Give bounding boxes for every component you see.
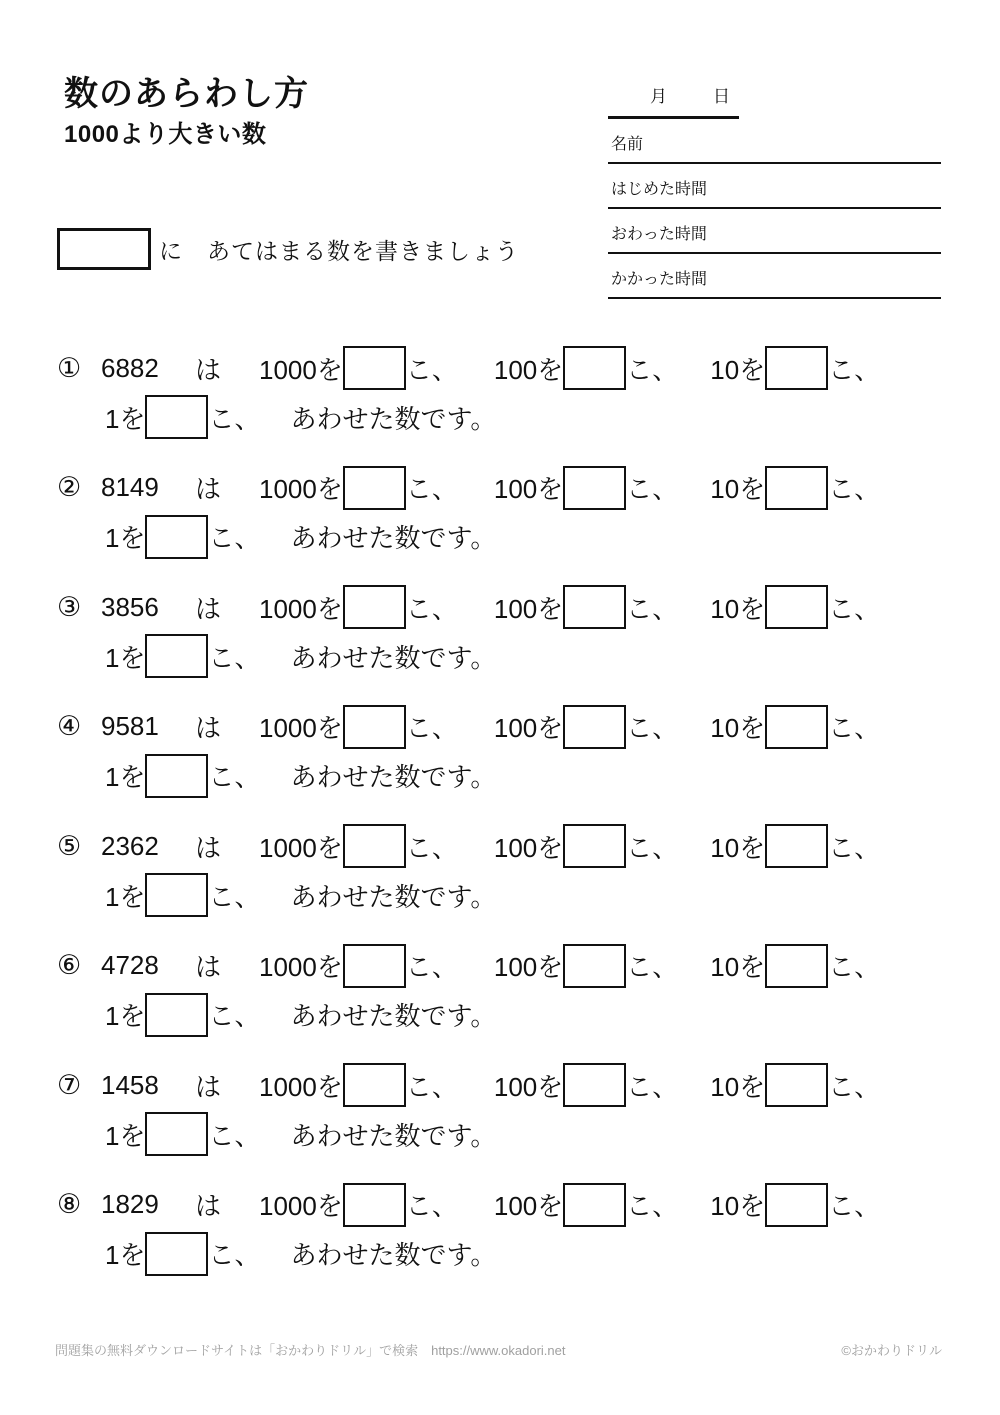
answer-box-thousands[interactable] bbox=[343, 466, 406, 510]
problem-line-2 bbox=[105, 512, 880, 562]
answer-box-hundreds[interactable] bbox=[563, 346, 626, 390]
answer-box-tens[interactable] bbox=[765, 705, 828, 749]
counter-label: こ、 bbox=[828, 713, 881, 743]
problem-number: 2362 bbox=[101, 830, 159, 861]
counter-label: こ、 bbox=[405, 593, 458, 624]
tens-label: 10を bbox=[710, 1071, 766, 1102]
answer-box-thousands[interactable] bbox=[343, 585, 406, 629]
answer-box-ones[interactable] bbox=[145, 1112, 208, 1156]
counter-label: こ、 bbox=[626, 1071, 679, 1102]
problem-number: 4728 bbox=[101, 950, 159, 980]
problem-row bbox=[57, 703, 880, 823]
thousands-label: 1000を bbox=[259, 832, 343, 863]
problem-line-1 bbox=[57, 464, 880, 512]
answer-box-ones[interactable] bbox=[145, 634, 208, 678]
tens-label: 10を bbox=[710, 593, 766, 624]
problem-line-2 bbox=[105, 1229, 880, 1279]
problem-line-2 bbox=[105, 751, 880, 801]
combined-number-text: あわせた数です。 bbox=[290, 403, 497, 434]
answer-box-ones[interactable] bbox=[145, 993, 208, 1037]
answer-box-tens[interactable] bbox=[765, 824, 828, 868]
thousands-label: 1000を bbox=[259, 474, 343, 504]
counter-label: こ、 bbox=[208, 1240, 261, 1270]
counter-label: こ、 bbox=[828, 952, 881, 982]
answer-box-hundreds[interactable] bbox=[563, 944, 626, 988]
combined-number-text: あわせた数です。 bbox=[290, 881, 497, 912]
thousands-label: 1000を bbox=[259, 1071, 343, 1102]
ones-label: 1を bbox=[105, 881, 146, 912]
answer-box-ones[interactable] bbox=[145, 515, 208, 559]
answer-box-tens[interactable] bbox=[765, 1183, 828, 1227]
problem-line-1 bbox=[57, 344, 880, 392]
thousands-label: 1000を bbox=[259, 1191, 343, 1221]
ones-label: 1を bbox=[105, 762, 146, 792]
problem-line-2 bbox=[105, 870, 880, 920]
answer-box-thousands[interactable] bbox=[343, 824, 406, 868]
ones-label: 1を bbox=[105, 523, 146, 553]
start-time-label: はじめた時間 bbox=[611, 181, 708, 198]
page-subtitle: 1000より大きい数 bbox=[64, 121, 267, 148]
hundreds-label: 100を bbox=[493, 1191, 564, 1221]
counter-label: こ、 bbox=[828, 832, 881, 863]
hundreds-label: 100を bbox=[493, 952, 564, 982]
answer-box-tens[interactable] bbox=[765, 944, 828, 988]
counter-label: こ、 bbox=[828, 1071, 881, 1102]
instruction-row bbox=[57, 228, 519, 270]
problem-row bbox=[57, 1061, 880, 1181]
day-label: 日 bbox=[713, 87, 730, 106]
answer-box-tens[interactable] bbox=[765, 585, 828, 629]
ones-label: 1を bbox=[105, 642, 146, 673]
particle-wa-label: は bbox=[195, 713, 222, 743]
answer-box-hundreds[interactable] bbox=[563, 466, 626, 510]
tens-label: 10を bbox=[710, 474, 766, 504]
problem-index: ⑧ bbox=[57, 1189, 82, 1219]
counter-label: こ、 bbox=[208, 1001, 261, 1031]
counter-label: こ、 bbox=[405, 713, 458, 743]
hundreds-label: 100を bbox=[493, 1071, 564, 1102]
problem-number: 6882 bbox=[101, 352, 159, 383]
problem-line-2 bbox=[105, 990, 880, 1040]
ones-label: 1を bbox=[105, 403, 146, 434]
answer-box-thousands[interactable] bbox=[343, 346, 406, 390]
combined-number-text: あわせた数です。 bbox=[290, 523, 497, 553]
counter-label: こ、 bbox=[208, 762, 261, 792]
elapsed-time-field[interactable] bbox=[608, 254, 941, 299]
answer-box-ones[interactable] bbox=[145, 1232, 208, 1276]
problem-row bbox=[57, 344, 880, 464]
problem-index: ⑦ bbox=[57, 1069, 82, 1100]
answer-box-hundreds[interactable] bbox=[563, 1183, 626, 1227]
tens-label: 10を bbox=[710, 713, 766, 743]
counter-label: こ、 bbox=[626, 474, 679, 504]
counter-label: こ、 bbox=[626, 713, 679, 743]
answer-box-ones[interactable] bbox=[145, 754, 208, 798]
combined-number-text: あわせた数です。 bbox=[290, 1001, 497, 1031]
counter-label: こ、 bbox=[405, 354, 458, 385]
thousands-label: 1000を bbox=[259, 354, 343, 385]
answer-box-ones[interactable] bbox=[145, 395, 208, 439]
answer-box-tens[interactable] bbox=[765, 1063, 828, 1107]
ones-label: 1を bbox=[105, 1240, 146, 1270]
hundreds-label: 100を bbox=[493, 474, 564, 504]
problem-number: 8149 bbox=[101, 472, 159, 502]
counter-label: こ、 bbox=[828, 354, 881, 385]
combined-number-text: あわせた数です。 bbox=[290, 1240, 497, 1270]
counter-label: こ、 bbox=[208, 1120, 261, 1151]
particle-wa-label: は bbox=[195, 474, 222, 504]
thousands-label: 1000を bbox=[259, 713, 343, 743]
problem-line-1 bbox=[57, 942, 880, 990]
particle-wa-label: は bbox=[195, 593, 222, 624]
answer-box-thousands[interactable] bbox=[343, 944, 406, 988]
counter-label: こ、 bbox=[208, 403, 261, 434]
problems-list bbox=[57, 344, 880, 1300]
problem-row bbox=[57, 464, 880, 584]
tens-label: 10を bbox=[710, 354, 766, 385]
counter-label: こ、 bbox=[405, 832, 458, 863]
combined-number-text: あわせた数です。 bbox=[290, 762, 497, 792]
problem-index: ③ bbox=[57, 591, 82, 622]
problem-row bbox=[57, 822, 880, 942]
footer-copyright: ©おかわりドリル bbox=[841, 1343, 942, 1358]
hundreds-label: 100を bbox=[493, 832, 564, 863]
counter-label: こ、 bbox=[208, 881, 261, 912]
particle-wa-label: は bbox=[195, 1071, 222, 1102]
problem-row bbox=[57, 583, 880, 703]
problem-line-2 bbox=[105, 392, 880, 442]
counter-label: こ、 bbox=[405, 474, 458, 504]
counter-label: こ、 bbox=[208, 642, 261, 673]
particle-wa-label: は bbox=[195, 1191, 222, 1221]
answer-box-thousands[interactable] bbox=[343, 1183, 406, 1227]
problem-number: 9581 bbox=[101, 711, 159, 741]
tens-label: 10を bbox=[710, 952, 766, 982]
answer-box-thousands[interactable] bbox=[343, 705, 406, 749]
particle-wa-label: は bbox=[195, 354, 222, 385]
start-time-field[interactable] bbox=[608, 164, 941, 209]
particle-wa-label: は bbox=[195, 832, 222, 863]
problem-row bbox=[57, 1181, 880, 1301]
answer-box-ones[interactable] bbox=[145, 873, 208, 917]
particle-wa-label: は bbox=[195, 952, 222, 982]
counter-label: こ、 bbox=[828, 593, 881, 624]
problem-index: ⑥ bbox=[57, 950, 82, 980]
counter-label: こ、 bbox=[626, 593, 679, 624]
problem-line-2 bbox=[105, 631, 880, 681]
name-field-label: 名前 bbox=[611, 136, 644, 153]
problem-line-1 bbox=[57, 1061, 880, 1109]
counter-label: こ、 bbox=[405, 1191, 458, 1221]
problem-line-1 bbox=[57, 583, 880, 631]
problem-number: 1829 bbox=[101, 1189, 159, 1219]
ones-label: 1を bbox=[105, 1120, 146, 1151]
instruction-text: に あてはまる数を書きましょう bbox=[159, 237, 519, 264]
thousands-label: 1000を bbox=[259, 593, 343, 624]
combined-number-text: あわせた数です。 bbox=[290, 1120, 497, 1151]
answer-box-tens[interactable] bbox=[765, 466, 828, 510]
answer-box-hundreds[interactable] bbox=[563, 824, 626, 868]
example-answer-box bbox=[57, 228, 151, 270]
end-time-label: おわった時間 bbox=[611, 226, 707, 243]
hundreds-label: 100を bbox=[493, 354, 564, 385]
problem-line-1 bbox=[57, 822, 880, 870]
problem-line-2 bbox=[105, 1109, 880, 1159]
counter-label: こ、 bbox=[828, 1191, 881, 1221]
hundreds-label: 100を bbox=[493, 713, 564, 743]
problem-number: 3856 bbox=[101, 591, 159, 622]
counter-label: こ、 bbox=[626, 354, 679, 385]
answer-box-tens[interactable] bbox=[765, 346, 828, 390]
footer-site-credit: 問題集の無料ダウンロードサイトは「おかわりドリル」で検索 https://www.okadori.net bbox=[55, 1343, 566, 1358]
answer-box-hundreds[interactable] bbox=[563, 1063, 626, 1107]
counter-label: こ、 bbox=[405, 1071, 458, 1102]
counter-label: こ、 bbox=[626, 1191, 679, 1221]
problem-index: ⑤ bbox=[57, 830, 82, 861]
answer-box-hundreds[interactable] bbox=[563, 705, 626, 749]
problem-index: ② bbox=[57, 472, 82, 502]
date-field[interactable] bbox=[608, 82, 739, 119]
counter-label: こ、 bbox=[405, 952, 458, 982]
tens-label: 10を bbox=[710, 1191, 766, 1221]
name-time-form bbox=[608, 82, 941, 299]
problem-number: 1458 bbox=[101, 1069, 159, 1100]
end-time-field[interactable] bbox=[608, 209, 941, 254]
answer-box-thousands[interactable] bbox=[343, 1063, 406, 1107]
problem-index: ① bbox=[57, 352, 82, 383]
hundreds-label: 100を bbox=[493, 593, 564, 624]
page-title: 数のあらわし方 bbox=[64, 75, 309, 113]
counter-label: こ、 bbox=[208, 523, 261, 553]
problem-line-1 bbox=[57, 1181, 880, 1229]
elapsed-time-label: かかった時間 bbox=[611, 271, 708, 288]
ones-label: 1を bbox=[105, 1001, 146, 1031]
problem-row bbox=[57, 942, 880, 1062]
tens-label: 10を bbox=[710, 832, 766, 863]
answer-box-hundreds[interactable] bbox=[563, 585, 626, 629]
thousands-label: 1000を bbox=[259, 952, 343, 982]
counter-label: こ、 bbox=[828, 474, 881, 504]
problem-index: ④ bbox=[57, 711, 82, 741]
month-label: 月 bbox=[650, 87, 667, 106]
combined-number-text: あわせた数です。 bbox=[290, 642, 497, 673]
name-field[interactable] bbox=[608, 119, 941, 164]
counter-label: こ、 bbox=[626, 832, 679, 863]
problem-line-1 bbox=[57, 703, 880, 751]
counter-label: こ、 bbox=[626, 952, 679, 982]
